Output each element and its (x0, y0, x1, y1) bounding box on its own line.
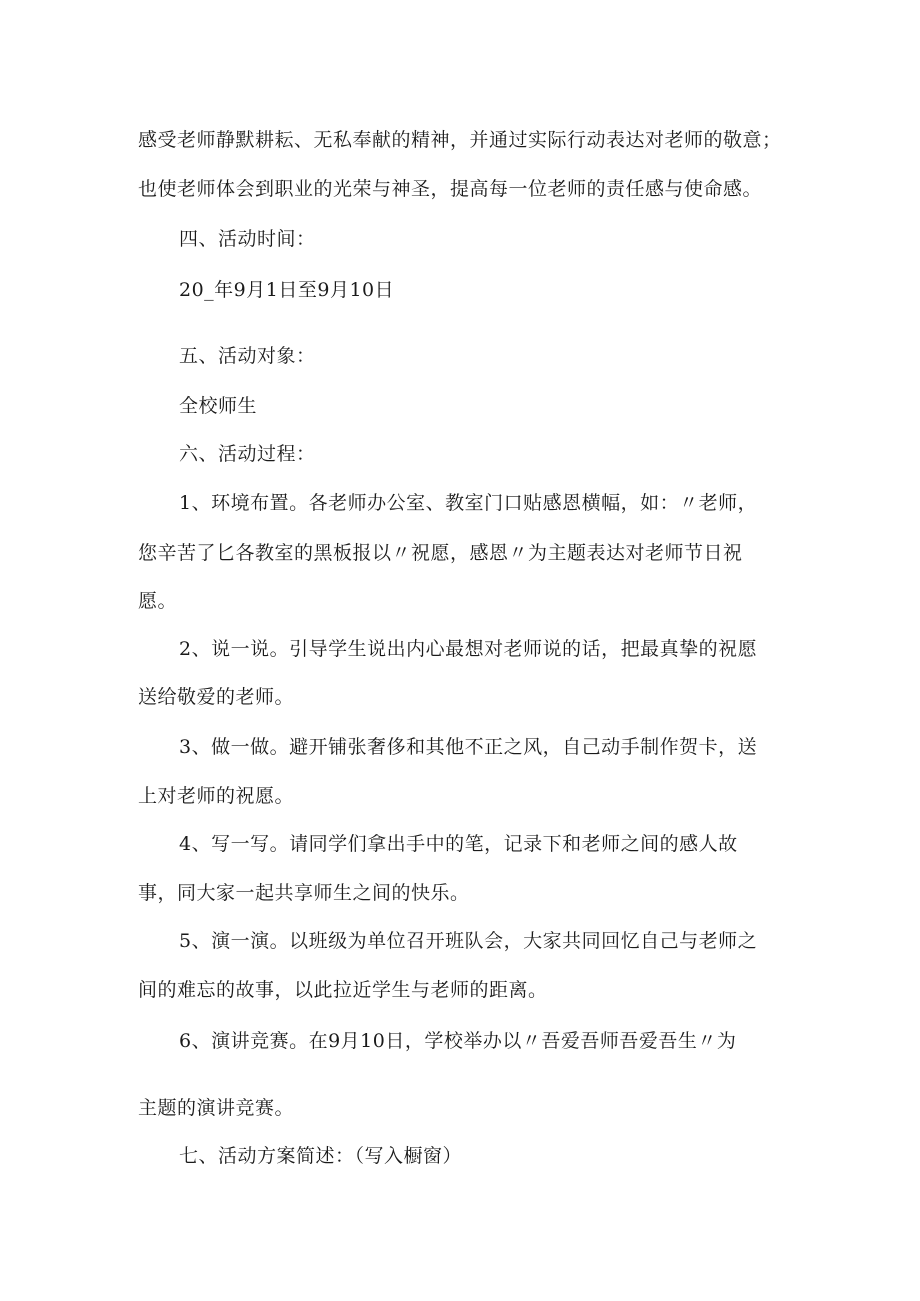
activity-date: 20_年9月1日至9月10日 (179, 279, 395, 301)
paragraph-line: 1、环境布置。各老师办公室、教室门口贴感恩横幅，如：〃老师， (179, 492, 758, 514)
paragraph-line: 5、演一演。以班级为单位召开班队会，大家共同回忆自己与老师之 (179, 930, 758, 952)
paragraph-line: 4、写一写。请同学们拿出手中的笔，记录下和老师之间的感人故 (179, 833, 738, 855)
paragraph-line: 您辛苦了匕各教室的黑板报以〃祝愿，感恩〃为主题表达对老师节日祝 (138, 542, 743, 564)
section-heading-target: 五、活动对象： (179, 345, 316, 367)
section-heading-summary: 七、活动方案简述：（写入橱窗） (179, 1145, 463, 1167)
paragraph-line: 送给敬爱的老师。 (138, 686, 295, 708)
paragraph-line: 2、说一说。引导学生说出内心最想对老师说的话，把最真挚的祝愿 (179, 638, 758, 660)
activity-target: 全校师生 (179, 395, 258, 417)
paragraph-line: 愿。 (138, 590, 178, 612)
paragraph-line: 事，同大家一起共享师生之间的快乐。 (138, 882, 470, 904)
paragraph-line: 也使老师体会到职业的光荣与神圣，提高每一位老师的责任感与使命感。 (138, 178, 763, 200)
paragraph-line: 感受老师静默耕耘、无私奉献的精神，并通过实际行动表达对老师的敬意； (138, 129, 782, 151)
section-heading-process: 六、活动过程： (179, 443, 316, 465)
paragraph-line: 主题的演讲竞赛。 (138, 1097, 295, 1119)
paragraph-line: 间的难忘的故事，以此拉近学生与老师的距离。 (138, 979, 548, 1001)
paragraph-line: 3、做一做。避开铺张奢侈和其他不正之风，自己动手制作贺卡，送 (179, 736, 758, 758)
paragraph-line: 6、演讲竞赛。在9月10日，学校举办以〃吾爱吾师吾爱吾生〃为 (179, 1030, 737, 1052)
paragraph-line: 上对老师的祝愿。 (138, 785, 295, 807)
section-heading-time: 四、活动时间： (179, 228, 316, 250)
